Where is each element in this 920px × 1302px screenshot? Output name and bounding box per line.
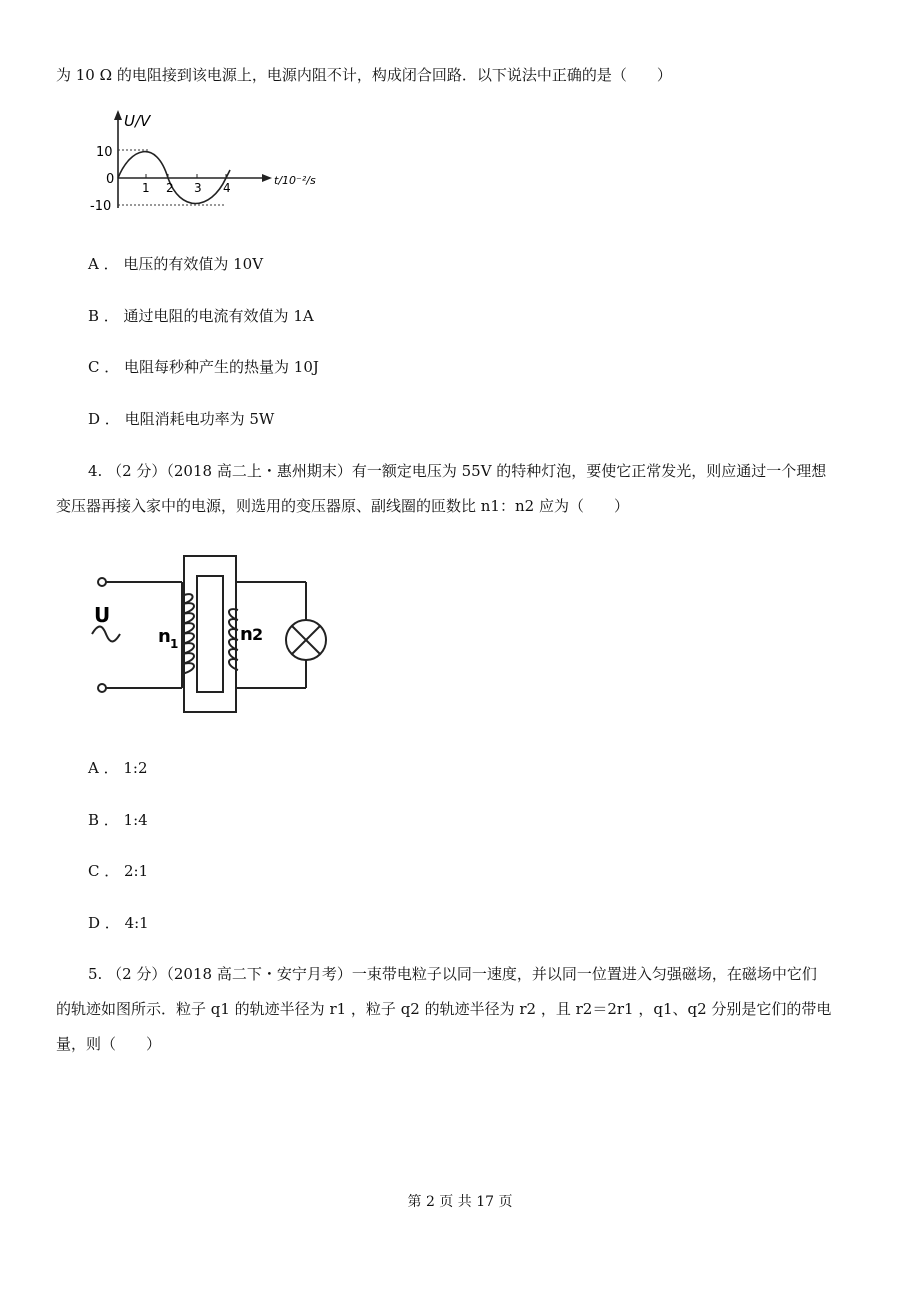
- q3-option-d[interactable]: D ． 电阻消耗电功率为 5W: [88, 410, 275, 428]
- primary-turns-label: n: [158, 626, 171, 647]
- x-tick-label-4: 4: [223, 181, 231, 195]
- q4-option-d[interactable]: D ． 4:1: [88, 914, 149, 932]
- q3-option-c[interactable]: C ． 电阻每秒种产生的热量为 10J: [88, 358, 319, 376]
- input-terminal-top: [98, 578, 106, 586]
- q3-option-b[interactable]: B ． 通过电阻的电流有效值为 1A: [88, 307, 314, 325]
- secondary-turns-label: n: [240, 624, 253, 645]
- page-footer: 第 2 页 共 17 页: [407, 1194, 513, 1210]
- x-axis-label: t/10⁻²/s: [274, 174, 316, 187]
- q5-stem-line2: 的轨迹如图所示．粒子 q1 的轨迹半径为 r1 ，粒子 q2 的轨迹半径为 r2 ，且 r2＝2r1 ，q1、q2 分别是它们的带电: [56, 1000, 832, 1018]
- q4-option-b[interactable]: B ． 1:4: [88, 811, 148, 829]
- q3-option-a[interactable]: A ． 电压的有效值为 10V: [88, 255, 264, 273]
- q4-option-a[interactable]: A ． 1:2: [88, 759, 148, 777]
- x-axis-arrow: [262, 174, 272, 182]
- secondary-turns-sub: 2: [252, 625, 264, 644]
- y-axis-arrow: [114, 110, 122, 120]
- input-terminal-bottom: [98, 684, 106, 692]
- y-tick-label-0: 0: [106, 172, 115, 187]
- y-tick-label-neg10: -10: [90, 199, 112, 214]
- x-tick-label-2: 2: [166, 181, 174, 195]
- y-axis-label: U/V: [124, 112, 151, 130]
- x-tick-label-1: 1: [142, 181, 150, 195]
- q4-stem-line1: 4. （2 分）（2018 高二上・惠州期末）有一额定电压为 55V 的特种灯泡，要使它正常发光，则应通过一个理想: [88, 462, 827, 480]
- q4-stem-line2: 变压器再接入家中的电源，则选用的变压器原、副线圈的匝数比 n1：n2 应为（ ）: [56, 497, 629, 515]
- source-label: U: [94, 603, 111, 627]
- y-tick-label-10: 10: [96, 145, 113, 160]
- primary-turns-sub: 1: [170, 637, 179, 651]
- q4-transformer-diagram: [84, 546, 344, 726]
- q3-stem-tail: 为 10 Ω 的电阻接到该电源上，电源内阻不计，构成闭合回路．以下说法中正确的是（ ）: [56, 66, 672, 84]
- x-tick-label-3: 3: [194, 181, 202, 195]
- ac-source-icon: [92, 627, 120, 642]
- q4-option-c[interactable]: C ． 2:1: [88, 862, 149, 880]
- q3-voltage-graph: [86, 108, 346, 218]
- q5-stem-line1: 5. （2 分）（2018 高二下・安宁月考）一束带电粒子以同一速度，并以同一位置进入匀强磁场，在磁场中它们: [88, 965, 817, 983]
- q5-stem-line3: 量，则（ ）: [56, 1035, 162, 1053]
- iron-core-inner: [197, 576, 223, 692]
